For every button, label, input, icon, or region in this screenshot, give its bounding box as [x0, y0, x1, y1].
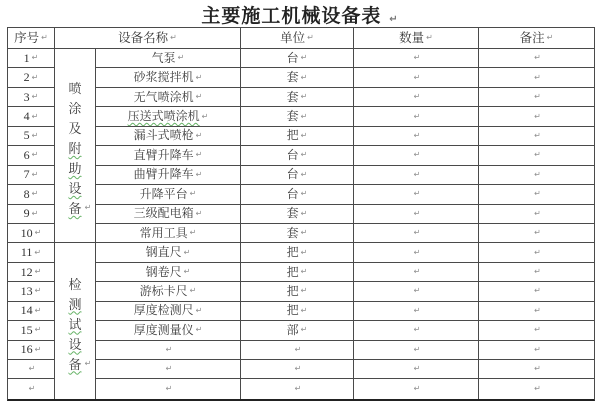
- unit-cell: [241, 321, 354, 340]
- paragraph-mark-icon: ↵: [300, 111, 308, 121]
- paragraph-mark-icon: ↵: [195, 150, 203, 160]
- paragraph-mark-icon: ↵: [31, 189, 39, 199]
- row-number-cell: [8, 185, 55, 204]
- equipment-name-cell: [96, 185, 241, 204]
- quantity-cell: [354, 224, 479, 243]
- row-number: 5: [23, 128, 30, 143]
- header-cell-qty: [354, 28, 479, 49]
- unit-cell: [241, 379, 354, 398]
- equipment-name: 砂浆搅拌机: [133, 70, 194, 85]
- vertical-label-char: 附: [68, 141, 82, 157]
- unit-value: 套: [286, 206, 299, 221]
- row-number-cell: [8, 127, 55, 146]
- header-no-label: 序号: [14, 30, 40, 45]
- vertical-label-char: 涂: [68, 101, 82, 117]
- paragraph-mark-icon: ↵: [534, 364, 541, 374]
- unit-cell: [241, 263, 354, 282]
- header-cell-note: [479, 28, 594, 49]
- paragraph-mark-icon: ↵: [413, 92, 421, 102]
- paragraph-mark-icon: ↵: [294, 364, 302, 374]
- unit-cell: [241, 341, 354, 360]
- paragraph-mark-icon: ↵: [31, 130, 39, 140]
- unit-cell: [241, 282, 354, 301]
- row-number-cell: [8, 341, 55, 360]
- paragraph-mark-icon: ↵: [177, 53, 185, 63]
- unit-cell: [241, 205, 354, 224]
- paragraph-mark-icon: ↵: [31, 53, 39, 63]
- paragraph-mark-icon: ↵: [34, 286, 42, 296]
- equipment-name-cell: [96, 263, 241, 282]
- paragraph-mark-icon: ↵: [34, 325, 42, 335]
- vertical-label-char: 试: [68, 316, 82, 332]
- group2-label-plain: [68, 275, 81, 295]
- unit-value: 台: [286, 50, 299, 65]
- paragraph-mark-icon: ↵: [413, 72, 421, 82]
- paragraph-mark-icon: ↵: [31, 150, 39, 160]
- remark-cell: [479, 302, 594, 321]
- paragraph-mark-icon: ↵: [84, 358, 92, 368]
- row-number: 13: [20, 283, 33, 298]
- paragraph-mark-icon: ↵: [300, 189, 308, 199]
- equipment-name-cell: [96, 302, 241, 321]
- row-number-cell: [8, 321, 55, 340]
- remark-cell: [479, 243, 594, 262]
- row-number: 10: [20, 225, 33, 240]
- paragraph-mark-icon: ↵: [300, 92, 308, 102]
- header-qty-label: 数量: [399, 30, 425, 45]
- remark-cell: [479, 166, 594, 185]
- unit-value: 台: [286, 186, 299, 201]
- vertical-label-char: 测: [68, 296, 82, 312]
- paragraph-mark-icon: ↵: [31, 72, 39, 82]
- vertical-label-char: 备: [68, 356, 82, 372]
- row-number-cell: [8, 243, 55, 262]
- group1-label-wavy: [68, 139, 81, 219]
- paragraph-mark-icon: ↵: [300, 286, 308, 296]
- remark-cell: [479, 321, 594, 340]
- equipment-name-cell: [96, 341, 241, 360]
- quantity-cell: [354, 127, 479, 146]
- remark-cell: [479, 282, 594, 301]
- equipment-name: 漏斗式喷枪: [133, 128, 194, 143]
- vertical-label-char: 及: [68, 121, 82, 137]
- vertical-label-char: 喷: [68, 81, 82, 97]
- equipment-name-cell: [96, 107, 241, 126]
- quantity-cell: [354, 243, 479, 262]
- quantity-cell: [354, 205, 479, 224]
- equipment-name: 曲臂升降车: [133, 167, 194, 182]
- paragraph-mark-icon: ↵: [165, 344, 173, 354]
- paragraph-mark-icon: ↵: [534, 228, 541, 238]
- group-label-testing-equipment: [55, 243, 96, 399]
- remark-cell: [479, 146, 594, 165]
- paragraph-mark-icon: ↵: [170, 33, 177, 42]
- paragraph-mark-icon: ↵: [34, 267, 42, 277]
- row-number-cell: [8, 360, 55, 379]
- unit-value: 把: [286, 264, 299, 279]
- paragraph-mark-icon: ↵: [413, 286, 421, 296]
- paragraph-mark-icon: ↵: [34, 344, 42, 354]
- paragraph-mark-icon: ↵: [413, 111, 421, 121]
- row-number-cell: [8, 263, 55, 282]
- paragraph-mark-icon: ↵: [300, 228, 308, 238]
- unit-value: 台: [286, 167, 299, 182]
- paragraph-mark-icon: ↵: [195, 130, 203, 140]
- equipment-name: 无气喷涂机: [133, 89, 194, 104]
- paragraph-mark-icon: ↵: [189, 189, 197, 199]
- paragraph-mark-icon: ↵: [413, 53, 421, 63]
- row-number: 1: [23, 50, 30, 65]
- unit-cell: [241, 49, 354, 68]
- equipment-name-cell: [96, 379, 241, 398]
- paragraph-mark-icon: ↵: [546, 33, 554, 42]
- paragraph-mark-icon: ↵: [189, 286, 197, 296]
- paragraph-mark-icon: ↵: [534, 72, 541, 82]
- equipment-name-cell: [96, 146, 241, 165]
- remark-cell: [479, 360, 594, 379]
- paragraph-mark-icon: ↵: [31, 208, 39, 218]
- paragraph-mark-icon: ↵: [534, 130, 541, 140]
- paragraph-mark-icon: ↵: [534, 111, 541, 121]
- paragraph-mark-icon: ↵: [201, 111, 209, 121]
- equipment-name-cell: [96, 243, 241, 262]
- paragraph-mark-icon: ↵: [413, 169, 421, 179]
- row-number-cell: [8, 68, 55, 87]
- equipment-name: 直臂升降车: [133, 147, 194, 162]
- equipment-name: 常用工具: [139, 225, 188, 240]
- row-number-cell: [8, 282, 55, 301]
- unit-cell: [241, 146, 354, 165]
- paragraph-mark-icon: ↵: [28, 384, 36, 394]
- row-number: 16: [20, 342, 33, 357]
- row-number: 12: [20, 264, 33, 279]
- quantity-cell: [354, 263, 479, 282]
- equipment-name-cell: [96, 166, 241, 185]
- header-unit-label: 单位: [280, 30, 306, 45]
- paragraph-mark-icon: ↵: [165, 384, 173, 394]
- paragraph-mark-icon: ↵: [413, 150, 421, 160]
- row-number-cell: [8, 88, 55, 107]
- equipment-name-cell: [96, 205, 241, 224]
- group2-label-wavy: [68, 295, 81, 375]
- remark-cell: [479, 107, 594, 126]
- equipment-name: 三级配电箱: [133, 206, 194, 221]
- paragraph-mark-icon: ↵: [300, 208, 308, 218]
- unit-value: 部: [286, 322, 299, 337]
- row-number-cell: [8, 146, 55, 165]
- paragraph-mark-icon: ↵: [300, 305, 308, 315]
- paragraph-mark-icon: ↵: [84, 203, 92, 213]
- paragraph-mark-icon: ↵: [413, 325, 421, 335]
- equipment-name: 钢卷尺: [145, 264, 182, 279]
- page-title: [0, 1, 600, 28]
- paragraph-mark-icon: ↵: [534, 150, 541, 160]
- header-cell-name: [55, 28, 241, 49]
- page-title-text: 主要施工机械设备表: [201, 6, 382, 27]
- equipment-name-cell: [96, 360, 241, 379]
- paragraph-mark-icon: ↵: [41, 33, 48, 42]
- paragraph-mark-icon: ↵: [195, 169, 203, 179]
- header-note-label: 备注: [519, 30, 545, 45]
- unit-cell: [241, 68, 354, 87]
- unit-value: 台: [286, 147, 299, 162]
- paragraph-mark-icon: ↵: [31, 169, 39, 179]
- paragraph-mark-icon: ↵: [413, 267, 421, 277]
- equipment-name: 钢直尺: [145, 245, 182, 260]
- paragraph-mark-icon: ↵: [294, 344, 302, 354]
- vertical-label-char: 检: [68, 276, 82, 292]
- unit-cell: [241, 360, 354, 379]
- remark-cell: [479, 127, 594, 146]
- equipment-name-cell: [96, 68, 241, 87]
- paragraph-mark-icon: ↵: [28, 364, 36, 374]
- row-number-cell: [8, 302, 55, 321]
- unit-cell: [241, 107, 354, 126]
- equipment-name-cell: [96, 127, 241, 146]
- paragraph-mark-icon: ↵: [300, 247, 308, 257]
- paragraph-mark-icon: ↵: [534, 169, 541, 179]
- group1-label-plain: [68, 79, 81, 139]
- paragraph-mark-icon: ↵: [534, 189, 541, 199]
- paragraph-mark-icon: ↵: [183, 247, 191, 257]
- paragraph-mark-icon: ↵: [307, 33, 314, 42]
- paragraph-mark-icon: ↵: [300, 53, 308, 63]
- group-label-spraying-equipment: [55, 49, 96, 243]
- unit-value: 套: [286, 70, 299, 85]
- paragraph-mark-icon: ↵: [195, 325, 203, 335]
- quantity-cell: [354, 107, 479, 126]
- equipment-table: [7, 27, 595, 401]
- remark-cell: [479, 185, 594, 204]
- quantity-cell: [354, 68, 479, 87]
- paragraph-mark-icon: ↵: [534, 208, 541, 218]
- row-number: 3: [23, 89, 30, 104]
- paragraph-mark-icon: ↵: [413, 130, 421, 140]
- equipment-name-cell: [96, 321, 241, 340]
- paragraph-mark-icon: ↵: [31, 92, 39, 102]
- equipment-name: 气泵: [151, 50, 176, 65]
- header-cell-unit: [241, 28, 354, 49]
- remark-cell: [479, 205, 594, 224]
- row-number: 7: [23, 167, 30, 182]
- remark-cell: [479, 49, 594, 68]
- paragraph-mark-icon: ↵: [300, 130, 308, 140]
- row-number: 6: [23, 147, 30, 162]
- paragraph-mark-icon: ↵: [34, 228, 42, 238]
- quantity-cell: [354, 360, 479, 379]
- equipment-name-cell: [96, 49, 241, 68]
- vertical-label-char: 助: [68, 161, 82, 177]
- quantity-cell: [354, 282, 479, 301]
- unit-value: 套: [286, 109, 299, 124]
- row-number-cell: [8, 379, 55, 398]
- equipment-name-cell: [96, 282, 241, 301]
- paragraph-mark-icon: ↵: [413, 384, 421, 394]
- remark-cell: [479, 263, 594, 282]
- paragraph-mark-icon: ↵: [534, 325, 541, 335]
- quantity-cell: [354, 185, 479, 204]
- unit-cell: [241, 224, 354, 243]
- row-number: 11: [20, 245, 33, 260]
- row-number: 9: [23, 206, 30, 221]
- paragraph-mark-icon: ↵: [413, 364, 421, 374]
- row-number-cell: [8, 224, 55, 243]
- header-name-label: 设备名称: [118, 30, 169, 45]
- vertical-label-char: 备: [68, 201, 82, 217]
- paragraph-mark-icon: ↵: [389, 14, 399, 25]
- paragraph-mark-icon: ↵: [34, 247, 42, 257]
- header-cell-no: [8, 28, 55, 49]
- paragraph-mark-icon: ↵: [189, 228, 197, 238]
- equipment-name-cell: [96, 88, 241, 107]
- remark-cell: [479, 68, 594, 87]
- equipment-name: 厚度检测尺: [133, 303, 194, 318]
- unit-value: 把: [286, 245, 299, 260]
- paragraph-mark-icon: ↵: [534, 305, 541, 315]
- unit-value: 把: [286, 283, 299, 298]
- paragraph-mark-icon: ↵: [413, 208, 421, 218]
- row-number-cell: [8, 49, 55, 68]
- remark-cell: [479, 88, 594, 107]
- vertical-label-char: 设: [68, 336, 82, 352]
- unit-value: 把: [286, 128, 299, 143]
- paragraph-mark-icon: ↵: [534, 286, 541, 296]
- quantity-cell: [354, 166, 479, 185]
- remark-cell: [479, 379, 594, 398]
- paragraph-mark-icon: ↵: [34, 305, 42, 315]
- paragraph-mark-icon: ↵: [195, 305, 203, 315]
- unit-cell: [241, 185, 354, 204]
- equipment-name: 厚度测量仪: [133, 322, 194, 337]
- paragraph-mark-icon: ↵: [294, 384, 302, 394]
- quantity-cell: [354, 88, 479, 107]
- unit-cell: [241, 243, 354, 262]
- unit-cell: [241, 88, 354, 107]
- paragraph-mark-icon: ↵: [534, 384, 541, 394]
- paragraph-mark-icon: ↵: [534, 267, 541, 277]
- quantity-cell: [354, 379, 479, 398]
- paragraph-mark-icon: ↵: [31, 111, 39, 121]
- row-number-cell: [8, 166, 55, 185]
- paragraph-mark-icon: ↵: [300, 325, 308, 335]
- paragraph-mark-icon: ↵: [195, 92, 203, 102]
- row-number: 2: [23, 70, 30, 85]
- paragraph-mark-icon: ↵: [534, 247, 541, 257]
- row-number: 8: [23, 186, 30, 201]
- remark-cell: [479, 341, 594, 360]
- quantity-cell: [354, 341, 479, 360]
- equipment-name-cell: [96, 224, 241, 243]
- paragraph-mark-icon: ↵: [534, 92, 541, 102]
- remark-cell: [479, 224, 594, 243]
- row-number: 4: [23, 109, 30, 124]
- paragraph-mark-icon: ↵: [413, 305, 421, 315]
- paragraph-mark-icon: ↵: [426, 33, 433, 42]
- paragraph-mark-icon: ↵: [195, 208, 203, 218]
- unit-cell: [241, 302, 354, 321]
- quantity-cell: [354, 146, 479, 165]
- row-number: 15: [20, 322, 33, 337]
- unit-value: 套: [286, 89, 299, 104]
- unit-cell: [241, 127, 354, 146]
- quantity-cell: [354, 49, 479, 68]
- paragraph-mark-icon: ↵: [413, 344, 421, 354]
- paragraph-mark-icon: ↵: [300, 72, 308, 82]
- paragraph-mark-icon: ↵: [534, 53, 541, 63]
- paragraph-mark-icon: ↵: [534, 344, 541, 354]
- unit-value: 把: [286, 303, 299, 318]
- unit-cell: [241, 166, 354, 185]
- unit-value: 套: [286, 225, 299, 240]
- paragraph-mark-icon: ↵: [300, 169, 308, 179]
- vertical-label-char: 设: [68, 181, 82, 197]
- row-number-cell: [8, 107, 55, 126]
- equipment-name: 游标卡尺: [139, 283, 188, 298]
- paragraph-mark-icon: ↵: [195, 72, 203, 82]
- equipment-name: 升降平台: [139, 186, 188, 201]
- quantity-cell: [354, 321, 479, 340]
- paragraph-mark-icon: ↵: [165, 364, 173, 374]
- row-number-cell: [8, 205, 55, 224]
- paragraph-mark-icon: ↵: [300, 267, 308, 277]
- paragraph-mark-icon: ↵: [300, 150, 308, 160]
- paragraph-mark-icon: ↵: [413, 247, 421, 257]
- paragraph-mark-icon: ↵: [413, 189, 421, 199]
- paragraph-mark-icon: ↵: [183, 267, 191, 277]
- paragraph-mark-icon: ↵: [413, 228, 421, 238]
- equipment-name-spellcheck: 压送式喷涂机: [127, 109, 200, 124]
- row-number: 14: [20, 303, 33, 318]
- quantity-cell: [354, 302, 479, 321]
